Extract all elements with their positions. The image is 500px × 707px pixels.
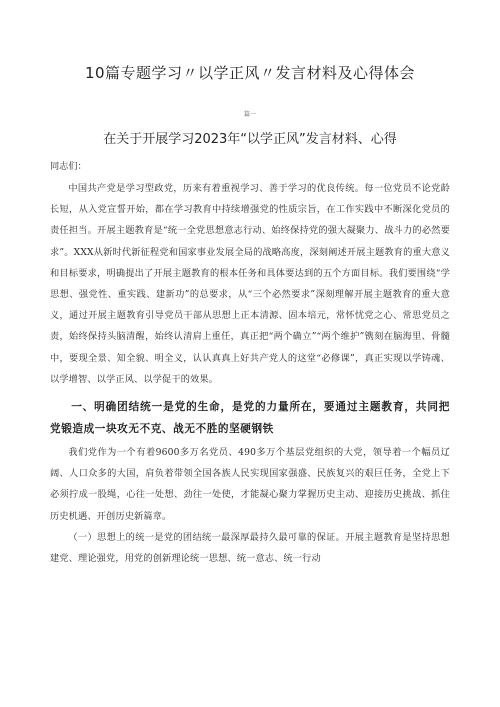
document-title: 10篇专题学习〃以学正风〃发言材料及心得体会 <box>84 64 416 82</box>
section-marker: 篇一 <box>243 111 256 118</box>
intro-paragraph: 中国共产党是学习型政党，历来有着重视学习、善于学习的优良传统。每一位党员不论党龄长短，从入党宣誓开始，都在学习教育中持续增强党的性质宗旨，在工作实践中不断深化党员的责任担当。开展主题教育是“统一全党思想意志行动、始终保持党的强大凝聚力、战斗力的必然要求”。XXX从新时代新征程党和国家事业发展全局的战略高度，深刻阐述开展主题教育的重大意义和目标要求，明确提出了开展主题教育的根本任务和具体要达到的五个方面目标。我们要围绕“学思想、强党性、重实践、建新功”的总要求，从“三个必然要求”深刻理解开展主题教育的重大意义，通过开展主题教育引导党员干部从思想上正本清源、固本培元，常怀忧党之心、常思党员之责，始终保持头脑清醒，始终认清肩上重任，真正把“两个确立”“两个维护”镌刻在脑海里、骨髓中，要现全景、知全貌、明全义，认认真真上好共产党人的这堂“必修课”，真正实现以学铸魂、以学增智、以学正风、以学促干的效果。 <box>50 183 450 385</box>
body-paragraph: 我们党作为一个有着9600多万名党员、490多万个基层党组织的大党，领导着一个幅员辽阔、人口众多的大国，肩负着带领全国各族人民实现国家强盛、民族复兴的艰巨任务，全党上下必须拧成一股绳，心往一处想、劲往一处使，才能凝心聚力掌握历史主动、迎接历史挑战、抓住历史机遇、开创历史新篇章。 <box>50 447 450 522</box>
document-subtitle: 在关于开展学习2023年“以学正风”发言材料、心得 <box>103 132 397 147</box>
salutation: 同志们： <box>50 161 87 172</box>
body-paragraph: （一）思想上的统一是党的团结统一最深厚最持久最可靠的保证。开展主题教育是坚持思想建党、理论强党，用党的创新理论统一思想、统一意志、统一行动 <box>50 531 450 565</box>
section-heading-1: 一、明确团结统一是党的生命，是党的力量所在，要通过主题教育，共同把党锻造成一块攻无不克、战无不胜的坚硬钢铁 <box>50 401 450 436</box>
